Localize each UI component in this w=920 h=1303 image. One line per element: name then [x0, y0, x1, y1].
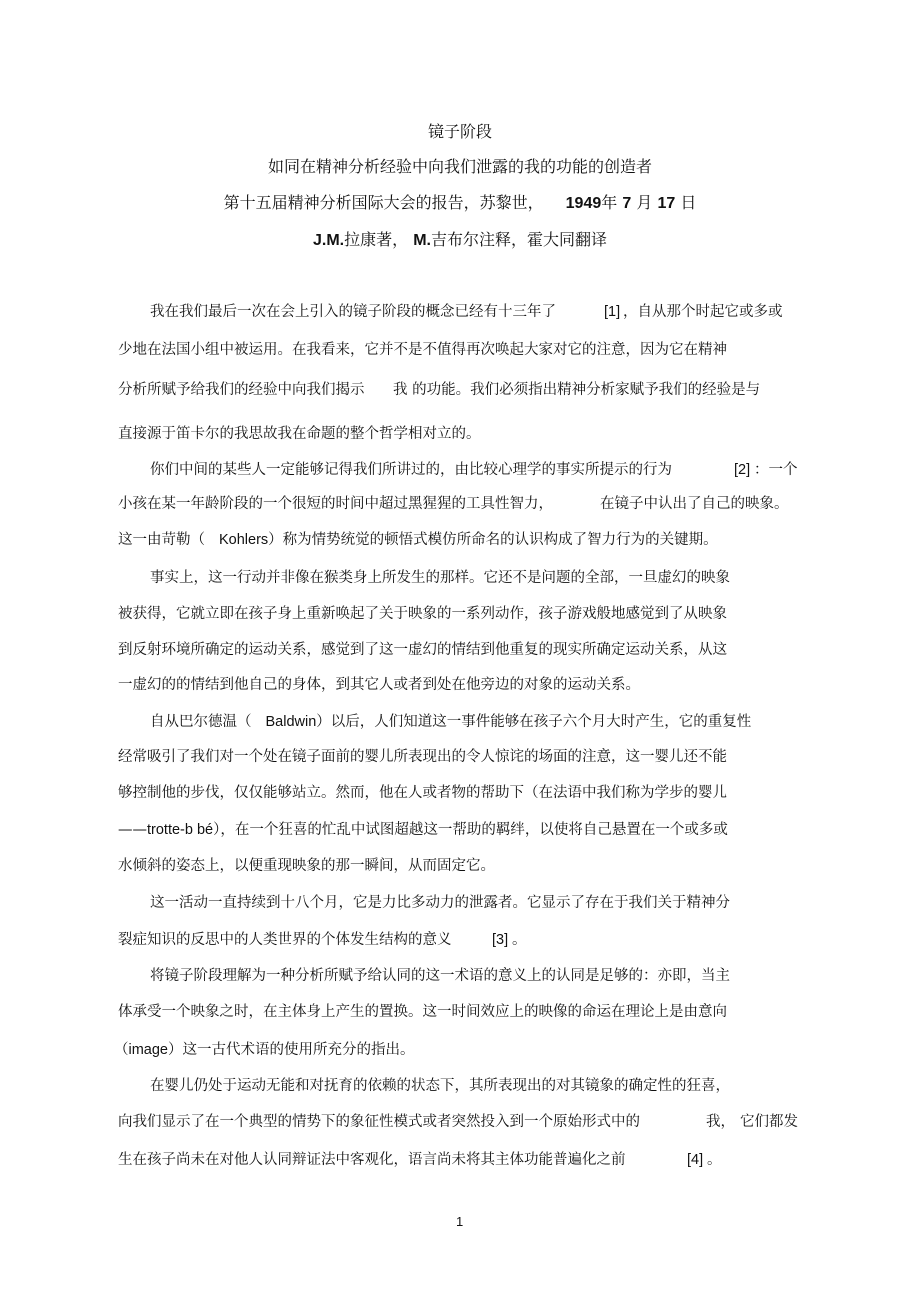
report-year-unit: 年 [601, 193, 618, 212]
author-text-2: 吉布尔注释，霍大同翻译 [431, 230, 608, 249]
footnote-ref-2[interactable]: [2] [734, 462, 751, 478]
line-12-end: ）以后，人们知道这一事件能够在孩子六个月大时产生，它的重复性 [316, 714, 752, 730]
report-day-unit: 日 [680, 193, 697, 212]
footnote-ref-1[interactable]: [1] [604, 304, 621, 320]
line-7 [118, 530, 718, 550]
line-21 [114, 1040, 415, 1060]
page-subtitle: 如同在精神分析经验中向我们泄露的我的功能的创造者 [267, 157, 652, 176]
name-baldwin: Baldwin [265, 714, 317, 730]
line-16: 水倾斜的姿态上，以便重现映象的那一瞬间，从而固定它。 [118, 858, 495, 874]
line-23-mid: 我， [706, 1114, 735, 1130]
report-month: 7 [622, 195, 632, 212]
line-23: 向我们显示了在一个典型的情势下的象征性模式或者突然投入到一个原始形式中的 [118, 1114, 640, 1130]
report-year: 1949 [565, 195, 602, 212]
term-image: image [128, 1042, 168, 1058]
line-21-paren: （ [114, 1042, 129, 1058]
line-10: 到反射环境所确定的运动关系，感觉到了这一虚幻的情结到他重复的现实所确定运动关系，从这 [118, 642, 727, 658]
line-17: 这一活动一直持续到十八个月，它是力比多动力的泄露者。它显示了存在于我们关于精神分 [150, 895, 730, 911]
line-18: 裂症知识的反思中的人类世界的个体发生结构的意义 [118, 932, 452, 948]
line-9: 被获得，它就立即在孩子身上重新唤起了关于映象的一系列动作，孩子游戏般地感觉到了从映象 [118, 606, 727, 622]
author-initials-2: M. [413, 232, 431, 249]
line-7-start: 这一由苛勒（ [118, 532, 205, 548]
line-15 [118, 820, 728, 840]
line-4: 直接源于笛卡尔的我思故我在命题的整个哲学相对立的。 [118, 426, 481, 442]
line-1-text: 我在我们最后一次在会上引入的镜子阶段的概念已经有十三年了 [150, 304, 556, 320]
line-8: 事实上，这一行动并非像在猴类身上所发生的那样。它还不是问题的全部，一旦虚幻的映象 [150, 570, 730, 586]
authors-line [0, 230, 920, 251]
report-day: 17 [657, 195, 676, 212]
line-6: 小孩在某一年龄阶段的一个很短的时间中超过黑猩猩的工具性智力， [118, 496, 553, 512]
line-12-start: 自从巴尔德温（ [150, 714, 252, 730]
line-18-end: 。 [512, 932, 527, 948]
line-12 [150, 712, 751, 732]
term-trotte-bebe: trotte-b bé [147, 822, 214, 838]
line-15-end: ），在一个狂喜的忙乱中试图超越这一帮助的羁绊，以使将自己悬置在一个或多或 [213, 822, 728, 838]
line-19: 将镜子阶段理解为一种分析所赋予给认同的这一术语的意义上的认同是足够的：亦即，当主 [150, 968, 730, 984]
line-7-end: ）称为情势统觉的顿悟式模仿所命名的认识构成了智力行为的关键期。 [268, 532, 718, 548]
footnote-ref-4[interactable]: [4] [687, 1152, 704, 1168]
line-5: 你们中间的某些人一定能够记得我们所讲过的，由比较心理学的事实所提示的行为 [150, 462, 672, 478]
author-text-1: 拉康著， [344, 230, 409, 249]
footnote-ref-3[interactable]: [3] [492, 932, 509, 948]
page-title: 镜子阶段 [427, 122, 492, 141]
author-initials-1: J.M. [312, 232, 345, 249]
line-23-end: 它们都发 [740, 1114, 798, 1130]
page-number: 1 [456, 1214, 464, 1229]
line-15-dash: —— [118, 822, 147, 838]
line-24-end: 。 [707, 1152, 722, 1168]
line-1-end: ，自从那个时起它或多或 [623, 304, 783, 320]
line-1 [150, 302, 556, 322]
line-20: 体承受一个映象之时，在主体身上产生的置换。这一时间效应上的映像的命运在理论上是由意向 [118, 1004, 727, 1020]
report-line [0, 193, 920, 214]
line-3-end: 我 的功能。我们必须指出精神分析家赋予我们的经验是与 [393, 382, 761, 398]
line-13: 经常吸引了我们对一个处在镜子面前的婴儿所表现出的令人惊诧的场面的注意，这一婴儿还不能 [118, 749, 727, 765]
name-kohlers: Kohlers [219, 532, 269, 548]
line-21-end: ）这一古代术语的使用所充分的指出。 [168, 1042, 415, 1058]
line-14: 够控制他的步伐，仅仅能够站立。然而，他在人或者物的帮助下（在法语中我们称为学步的婴儿 [118, 785, 727, 801]
report-month-unit: 月 [636, 193, 653, 212]
line-5-end: ：一个 [754, 462, 798, 478]
line-22: 在婴儿仍处于运动无能和对抚育的依赖的状态下，其所表现出的对其镜象的确定性的狂喜， [150, 1078, 730, 1094]
line-3: 分析所赋予给我们的经验中向我们揭示 [118, 382, 365, 398]
line-24: 生在孩子尚未在对他人认同辩证法中客观化，语言尚未将其主体功能普遍化之前 [118, 1152, 626, 1168]
line-6-end: 在镜子中认出了自己的映象。 [600, 496, 789, 512]
line-2: 少地在法国小组中被运用。在我看来，它并不是不值得再次唤起大家对它的注意，因为它在精神 [118, 342, 727, 358]
line-11: 一虚幻的的情结到他自己的身体，到其它人或者到处在他旁边的对象的运动关系。 [118, 677, 640, 693]
report-prefix: 第十五届精神分析国际大会的报告，苏黎世， [223, 193, 544, 212]
